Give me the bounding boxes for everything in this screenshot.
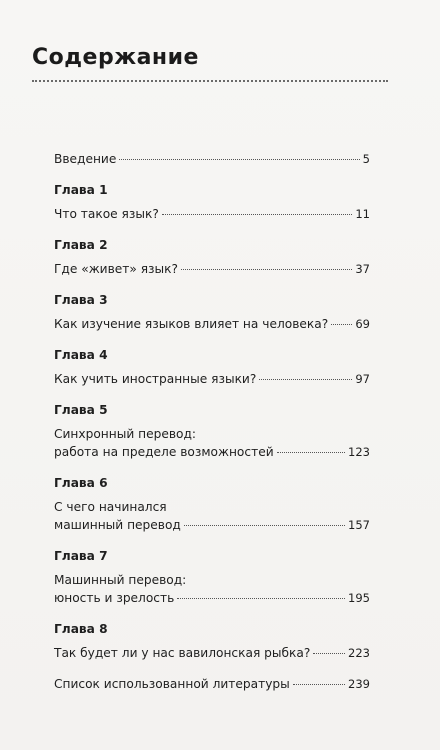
toc-entry-chapter-2[interactable] <box>54 260 370 278</box>
page-number: 11 <box>355 207 370 221</box>
dot-leader <box>293 684 345 685</box>
toc-entry-chapter-1[interactable] <box>54 205 370 223</box>
toc-entry-line: С чего начинался <box>54 500 167 514</box>
toc-entry-chapter-5[interactable] <box>54 443 370 461</box>
page-number: 223 <box>348 646 370 660</box>
toc-entry-text: Список использованной литературы <box>54 677 290 691</box>
chapter-block-5 <box>54 401 370 461</box>
toc-entry-text: Как изучение языков влияет на человека? <box>54 317 329 331</box>
dot-leader <box>181 269 352 270</box>
page-number: 195 <box>348 591 370 605</box>
toc-entry-text: Введение <box>54 152 117 166</box>
toc-entry-chapter-3[interactable] <box>54 315 370 333</box>
toc-entry-bibliography[interactable] <box>54 675 370 693</box>
toc-entry-text: Так будет ли у нас вавилонская рыбка? <box>54 646 311 660</box>
chapter-label: Глава 5 <box>54 403 108 417</box>
page-number: 97 <box>355 372 370 386</box>
chapter-label: Глава 4 <box>54 348 108 362</box>
header <box>32 44 392 82</box>
dot-leader <box>162 214 353 215</box>
title-dotted-rule <box>32 80 388 82</box>
page-number: 69 <box>355 317 370 331</box>
chapter-label: Глава 3 <box>54 293 108 307</box>
chapter-block-2 <box>54 236 370 278</box>
table-of-contents <box>54 150 370 693</box>
dot-leader <box>119 159 359 160</box>
toc-entry-text: юность и зрелость <box>54 591 175 605</box>
dot-leader <box>313 653 345 654</box>
toc-entry-text: машинный перевод <box>54 518 181 532</box>
dot-leader <box>259 379 352 380</box>
toc-entry-chapter-4[interactable] <box>54 370 370 388</box>
page-number: 37 <box>355 262 370 276</box>
toc-entry-line: Синхронный перевод: <box>54 427 197 441</box>
toc-entry-text: Что такое язык? <box>54 207 159 221</box>
chapter-label: Глава 1 <box>54 183 108 197</box>
chapter-block-4 <box>54 346 370 388</box>
toc-entry-intro[interactable] <box>54 150 370 168</box>
dot-leader <box>184 525 345 526</box>
chapter-block-3 <box>54 291 370 333</box>
toc-entry-text: работа на пределе возможностей <box>54 445 274 459</box>
page-number: 157 <box>348 518 370 532</box>
chapter-block-7 <box>54 547 370 607</box>
chapter-block-6 <box>54 474 370 534</box>
toc-entry-chapter-8[interactable] <box>54 644 370 662</box>
chapter-block-1 <box>54 181 370 223</box>
chapter-label: Глава 7 <box>54 549 108 563</box>
toc-entry-text: Как учить иностранные языки? <box>54 372 257 386</box>
page-number: 239 <box>348 677 370 691</box>
dot-leader <box>177 598 345 599</box>
toc-entry-chapter-7[interactable] <box>54 589 370 607</box>
page-number: 5 <box>362 152 370 166</box>
chapter-block-8 <box>54 620 370 662</box>
chapter-label: Глава 8 <box>54 622 108 636</box>
toc-entry-line: Машинный перевод: <box>54 573 187 587</box>
dot-leader <box>277 452 345 453</box>
page-number: 123 <box>348 445 370 459</box>
page-title: Содержание <box>32 45 199 70</box>
chapter-label: Глава 2 <box>54 238 108 252</box>
chapter-label: Глава 6 <box>54 476 108 490</box>
toc-entry-text: Где «живет» язык? <box>54 262 178 276</box>
dot-leader <box>331 324 352 325</box>
toc-entry-chapter-6[interactable] <box>54 516 370 534</box>
